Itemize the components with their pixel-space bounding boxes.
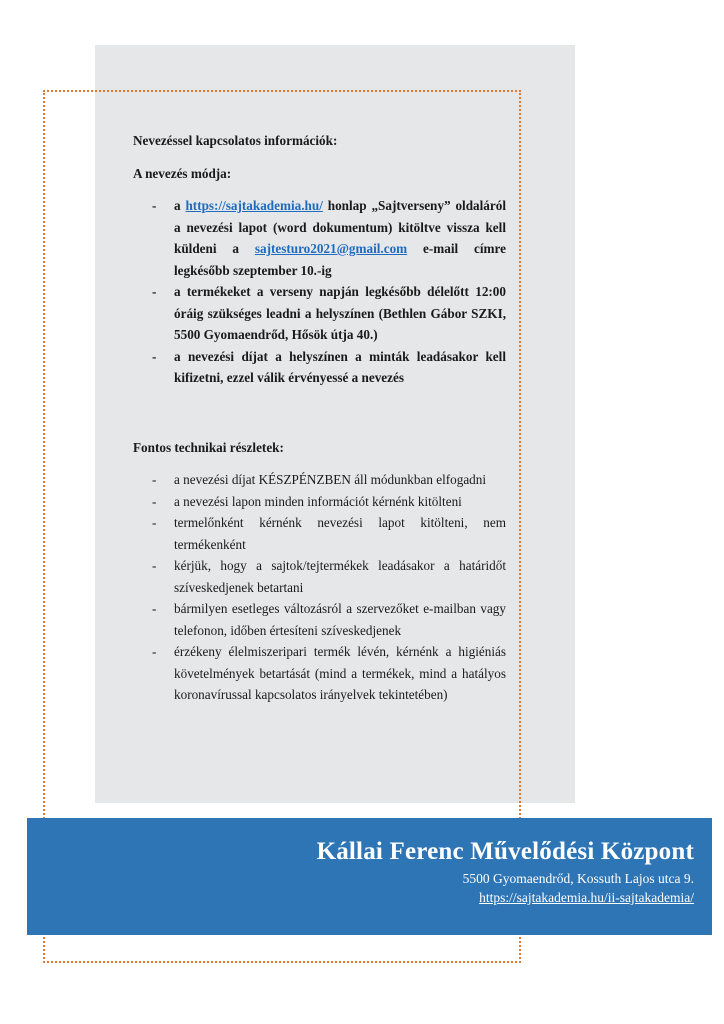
list-text: bármilyen esetleges változásról a szervezőket e-mailban vagy telefonon, időben értesíteni szíveskedjenek [174, 601, 506, 638]
list-text: a nevezési díjat a helyszínen a minták leadásakor kell kifizetni, ezzel válik érvényessé a nevezés [174, 348, 506, 385]
list-dash: - [152, 601, 157, 616]
list-text: a nevezési lapon minden információt kérnénk kitölteni [174, 493, 462, 509]
list-item [133, 491, 506, 513]
list-text: honlap „Sajtverseny” oldaláról a nevezési lapot (word dokumentum) kitöltve vissza kell küldeni a [174, 198, 506, 256]
organization-name: Kállai Ferenc Művelődési Központ [316, 838, 694, 865]
section-title-technical: Fontos technikai részletek: [133, 439, 284, 455]
list-dash: - [152, 515, 157, 530]
list-text: kérjük, hogy a sajtok/tejtermékek leadásakor a határidőt szíveskedjenek betartani [174, 558, 506, 595]
section-title-registration: Nevezéssel kapcsolatos információk: [133, 133, 338, 148]
list-item [133, 346, 506, 389]
organization-address: 5500 Gyomaendrőd, Kossuth Lajos utca 9. [462, 871, 694, 886]
list-text: e-mail címre legkésőbb szeptember 10.-ig [174, 241, 506, 278]
footer-link[interactable]: https://sajtakademia.hu/ii-sajtakademia/ [479, 890, 694, 905]
list-dash: - [152, 198, 157, 213]
section-subtitle-mode: A nevezés módja: [133, 165, 232, 181]
registration-list [133, 195, 506, 389]
list-text: termelőnként kérnénk nevezési lapot kitölteni, nem termékenként [174, 515, 506, 552]
list-dash: - [152, 348, 157, 364]
list-dash: - [152, 558, 157, 573]
technical-list [133, 469, 506, 706]
list-dash: - [152, 284, 157, 299]
list-dash: - [152, 472, 157, 487]
list-text: a [174, 198, 186, 213]
email-link[interactable]: sajtesturo2021@gmail.com [254, 241, 408, 256]
list-item [133, 512, 506, 555]
list-item [133, 195, 506, 281]
website-link[interactable]: https://sajtakademia.hu/ [185, 198, 323, 213]
list-item [133, 598, 506, 641]
list-item [133, 641, 506, 706]
list-text: érzékeny élelmiszeripari termék lévén, kérnénk a higiéniás követelmények betartását (mind a termékek, mind a hatályos koronavírussal kapcsolatos irányelvek tekintetében) [174, 644, 506, 702]
list-item [133, 281, 506, 346]
footer-banner [27, 818, 712, 935]
document-body [133, 130, 506, 706]
list-item [133, 469, 506, 491]
list-dash: - [152, 644, 157, 659]
list-item [133, 555, 506, 598]
list-text: a termékeket a verseny napján legkésőbb délelőtt 12:00 óráig szükséges leadni a helyszínen (Bethlen Gábor SZKI, 5500 Gyomaendrőd, Hősök útja 40.) [174, 284, 506, 342]
list-text: a nevezési díjat KÉSZPÉNZBEN áll módunkban elfogadni [174, 472, 487, 487]
list-dash: - [152, 493, 157, 509]
